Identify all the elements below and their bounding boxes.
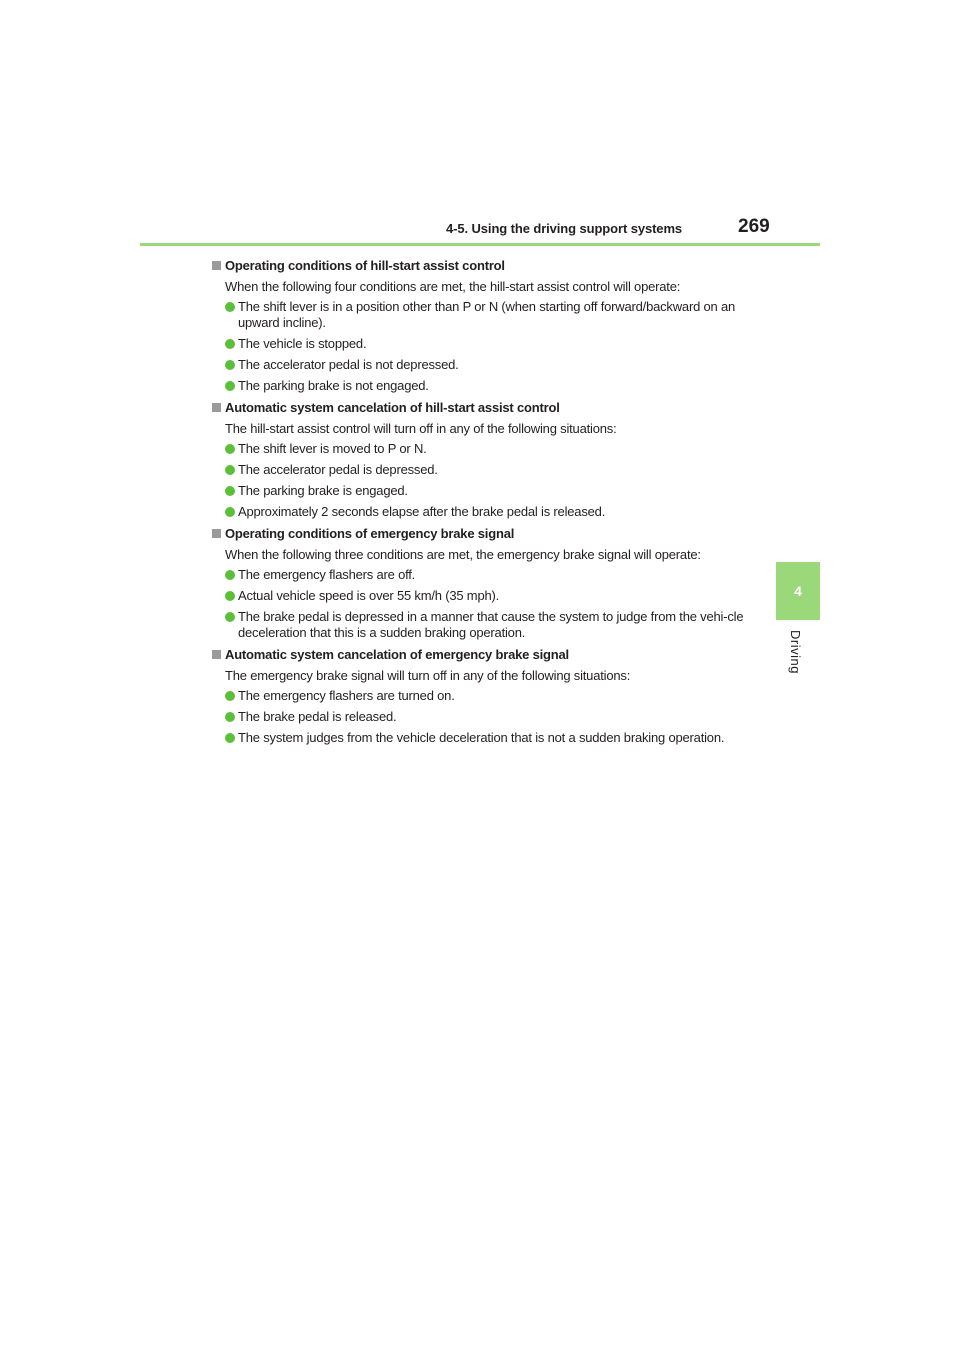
circle-bullet-icon — [225, 507, 235, 517]
list-item-text: The accelerator pedal is depressed. — [238, 462, 438, 477]
section-emergency-brake-cancelation — [212, 644, 772, 749]
list-item — [225, 728, 772, 749]
list-item — [225, 586, 772, 607]
list-item — [225, 355, 772, 376]
circle-bullet-icon — [225, 339, 235, 349]
square-bullet-icon — [212, 403, 221, 412]
chapter-label: Driving — [788, 630, 803, 674]
circle-bullet-icon — [225, 381, 235, 391]
circle-bullet-icon — [225, 465, 235, 475]
section-intro: When the following three conditions are met, the emergency brake signal will operate: — [225, 547, 701, 562]
circle-bullet-icon — [225, 733, 235, 743]
bullet-list — [212, 439, 772, 523]
list-item-text: The brake pedal is released. — [238, 709, 397, 724]
bullet-list — [212, 686, 772, 749]
list-item-text: The parking brake is engaged. — [238, 483, 408, 498]
section-intro: The emergency brake signal will turn off in any of the following situations: — [225, 668, 631, 683]
square-bullet-icon — [212, 650, 221, 659]
list-item-text: The parking brake is not engaged. — [238, 378, 429, 393]
section-heading-text: Operating conditions of emergency brake signal — [225, 526, 515, 541]
list-item — [225, 707, 772, 728]
list-item-text: The shift lever is moved to P or N. — [238, 441, 427, 456]
section-intro: The hill-start assist control will turn off in any of the following situations: — [225, 421, 617, 436]
list-item — [225, 502, 772, 523]
section-heading-text: Automatic system cancelation of hill-start assist control — [225, 400, 560, 415]
section-hill-start-conditions — [212, 255, 772, 397]
list-item — [225, 565, 772, 586]
list-item-text: The accelerator pedal is not depressed. — [238, 357, 459, 372]
list-item — [225, 460, 772, 481]
square-bullet-icon — [212, 261, 221, 270]
list-item — [225, 481, 772, 502]
list-item — [225, 439, 772, 460]
list-item-text: The brake pedal is depressed in a manner that cause the system to judge from the vehi-cle deceleration that this is a sudden braking operation. — [238, 609, 744, 640]
section-emergency-brake-conditions — [212, 523, 772, 644]
circle-bullet-icon — [225, 591, 235, 601]
list-item — [225, 607, 772, 644]
list-item-text: The system judges from the vehicle deceleration that is not a sudden braking operation. — [238, 730, 725, 745]
circle-bullet-icon — [225, 691, 235, 701]
circle-bullet-icon — [225, 360, 235, 370]
section-heading — [212, 397, 772, 418]
list-item-text: The emergency flashers are turned on. — [238, 688, 455, 703]
header-divider — [140, 243, 820, 246]
circle-bullet-icon — [225, 712, 235, 722]
list-item-text: The shift lever is in a position other than P or N (when starting off forward/backward on an upward incline). — [238, 299, 736, 330]
section-heading — [212, 255, 772, 276]
chapter-tab — [776, 562, 820, 620]
circle-bullet-icon — [225, 612, 235, 622]
list-item — [225, 686, 772, 707]
bullet-list — [212, 565, 772, 644]
bullet-list — [212, 297, 772, 397]
square-bullet-icon — [212, 529, 221, 538]
section-intro: When the following four conditions are met, the hill-start assist control will operate: — [225, 279, 681, 294]
section-hill-start-cancelation — [212, 397, 772, 523]
list-item — [225, 376, 772, 397]
list-item-text: The vehicle is stopped. — [238, 336, 367, 351]
section-heading — [212, 644, 772, 665]
list-item — [225, 297, 772, 334]
section-heading-text: Operating conditions of hill-start assist control — [225, 258, 505, 273]
section-heading-text: Automatic system cancelation of emergency brake signal — [225, 647, 569, 662]
list-item-text: The emergency flashers are off. — [238, 567, 416, 582]
list-item-text: Approximately 2 seconds elapse after the brake pedal is released. — [238, 504, 606, 519]
page-body — [212, 255, 772, 749]
circle-bullet-icon — [225, 302, 235, 312]
chapter-number: 4 — [794, 583, 802, 599]
section-heading — [212, 523, 772, 544]
running-header-title: 4-5. Using the driving support systems — [446, 221, 683, 236]
list-item — [225, 334, 772, 355]
circle-bullet-icon — [225, 444, 235, 454]
page-number: 269 — [738, 216, 770, 237]
list-item-text: Actual vehicle speed is over 55 km/h (35 mph). — [238, 588, 500, 603]
circle-bullet-icon — [225, 486, 235, 496]
circle-bullet-icon — [225, 570, 235, 580]
